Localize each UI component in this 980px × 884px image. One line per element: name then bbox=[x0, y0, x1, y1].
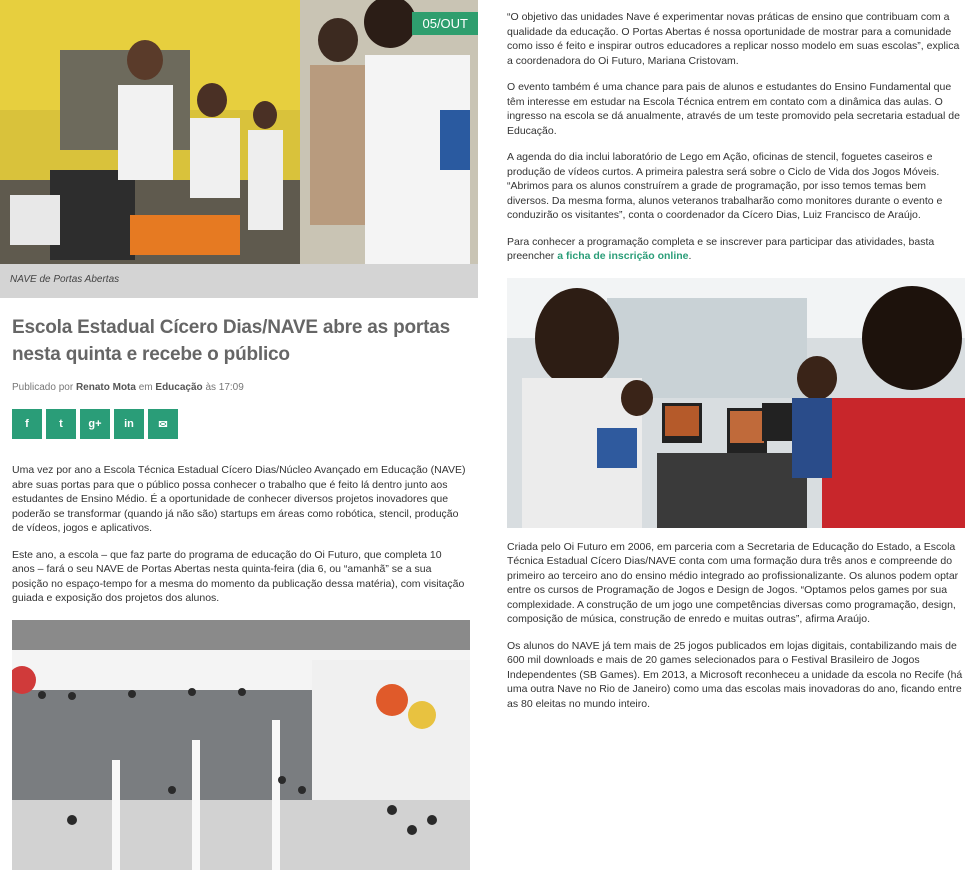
signup-end: . bbox=[688, 250, 692, 262]
facebook-icon: f bbox=[25, 418, 29, 430]
email-icon: ✉ bbox=[158, 418, 168, 431]
hero-image bbox=[0, 0, 478, 264]
paragraph: A agenda do dia inclui laboratório de Lego em Ação, oficinas de stencil, foguetes caseiros e produção de vídeos curtos. A primeira palestra será sobre o Ciclo de Vida dos Jogos Móveis. “Abrimos para os alunos construírem a grade de programação, por isso temos temas bem diversos. Da mesma forma, alunos veteranos trabalharão como monitores durante o evento e conduzirão os visitantes”, conta o coordenador da Cícero Dias, Luiz Francisco de Araújo. bbox=[507, 151, 943, 221]
meta-category-link[interactable]: Educação bbox=[155, 382, 203, 393]
paragraph: O evento também é uma chance para pais de alunos e estudantes do Ensino Fundamental que têm interesse em estudar na Escola Técnica entrem em contato com a dinâmica das aulas. O ingresso na escola se dá anualmente, através de um teste promovido pela secretaria estadual de Educação. bbox=[507, 81, 960, 137]
right-column bbox=[507, 0, 967, 711]
linkedin-icon: in bbox=[124, 418, 134, 430]
meta-time: às 17:09 bbox=[205, 382, 244, 393]
email-share-button[interactable] bbox=[148, 409, 178, 439]
signup-text: Para conhecer a programação completa e se inscrever para participar das atividades, basta preencher bbox=[507, 235, 935, 262]
googleplus-share-button[interactable] bbox=[80, 409, 110, 439]
twitter-icon: t bbox=[59, 418, 63, 430]
paragraph: Este ano, a escola – que faz parte do programa de educação do Oi Futuro, que completa 10 anos – fará o seu NAVE de Portas Abertas nesta quinta-feira (dia 6, ou “amanhã” se a sua posição no espaço-tempo for a mesma do momento da publicação dessa matéria), com visitação guiada e exposição dos projetos dos alunos. bbox=[12, 548, 465, 604]
paragraph: Criada pelo Oi Futuro em 2006, em parceria com a Secretaria de Educação do Estado, a Escola Técnica Estadual Cícero Dias/NAVE conta com uma formação dura três anos e compreende do primeiro ao terceiro ano do ensino médio integrado ao profissionalizante. Os alunos podem optar entre os cursos de Programação de Jogos e Design de Jogos. “Optamos pelos games por sua complexidade. A construção de um jogo une competências diversas como programação, design, composição de música, construção de enredo e muitas outras”, afirma Araújo. bbox=[507, 540, 959, 625]
facebook-share-button[interactable] bbox=[12, 409, 42, 439]
students-computer-photo bbox=[507, 278, 965, 528]
article-meta bbox=[12, 382, 466, 393]
meta-in: em bbox=[138, 382, 153, 393]
paragraph: “O objetivo das unidades Nave é experimentar novas práticas de ensino que contribuam com a qualidade da educação. O Portas Abertas é nossa oportunidade de mostrar para a comunidade como isso é feito e inspirar outros educadores a replicar nosso modelo em suas escolas”, explica a coordenadora do Oi Futuro, Mariana Cristovam. bbox=[507, 11, 960, 67]
computer-lab-photo bbox=[507, 278, 965, 528]
hero-photo bbox=[0, 0, 478, 264]
signup-paragraph bbox=[507, 235, 967, 264]
linkedin-share-button[interactable] bbox=[114, 409, 144, 439]
paragraph: Os alunos do NAVE já tem mais de 25 jogos publicados em lojas digitais, contabilizando mais de 600 mil downloads e mais de 20 games selecionados para o Festival Brasileiro de Jogos Independentes (SB Games). Em 2013, a Microsoft reconheceu a unidade da escola no Recife (há uma outra Nave no Rio de Janeiro) como uma das escolas mais inovadoras do ano, ficando entre as 80 eleitas no mundo inteiro. bbox=[507, 639, 963, 710]
courtyard-photo bbox=[12, 620, 470, 870]
school-courtyard-photo bbox=[12, 620, 470, 870]
googleplus-icon: g+ bbox=[88, 418, 102, 430]
left-column bbox=[0, 0, 478, 870]
article-title: Escola Estadual Cícero Dias/NAVE abre as portas nesta quinta e recebe o público bbox=[12, 317, 450, 365]
meta-author-link[interactable]: Renato Mota bbox=[75, 382, 136, 393]
date-badge: 05/OUT bbox=[412, 12, 478, 35]
twitter-share-button[interactable] bbox=[46, 409, 76, 439]
paragraph: Uma vez por ano a Escola Técnica Estadual Cícero Dias/Núcleo Avançado em Educação (NAVE) abre suas portas para que o público possa conhecer o trabalho que é feito lá dentro junto aos estudantes de Ensino Médio. É a oportunidade de conhecer diversos projetos inovadores que poderão se transformar (quando já não são) startups em áreas como robótica, stencil, produção de vídeos, jogos e aplicativos. bbox=[12, 464, 466, 534]
signup-form-link[interactable]: a ficha de inscrição online bbox=[557, 250, 689, 262]
meta-published-by: Publicado por bbox=[12, 382, 74, 393]
image-caption: NAVE de Portas Abertas bbox=[0, 264, 478, 298]
share-bar bbox=[12, 409, 466, 439]
